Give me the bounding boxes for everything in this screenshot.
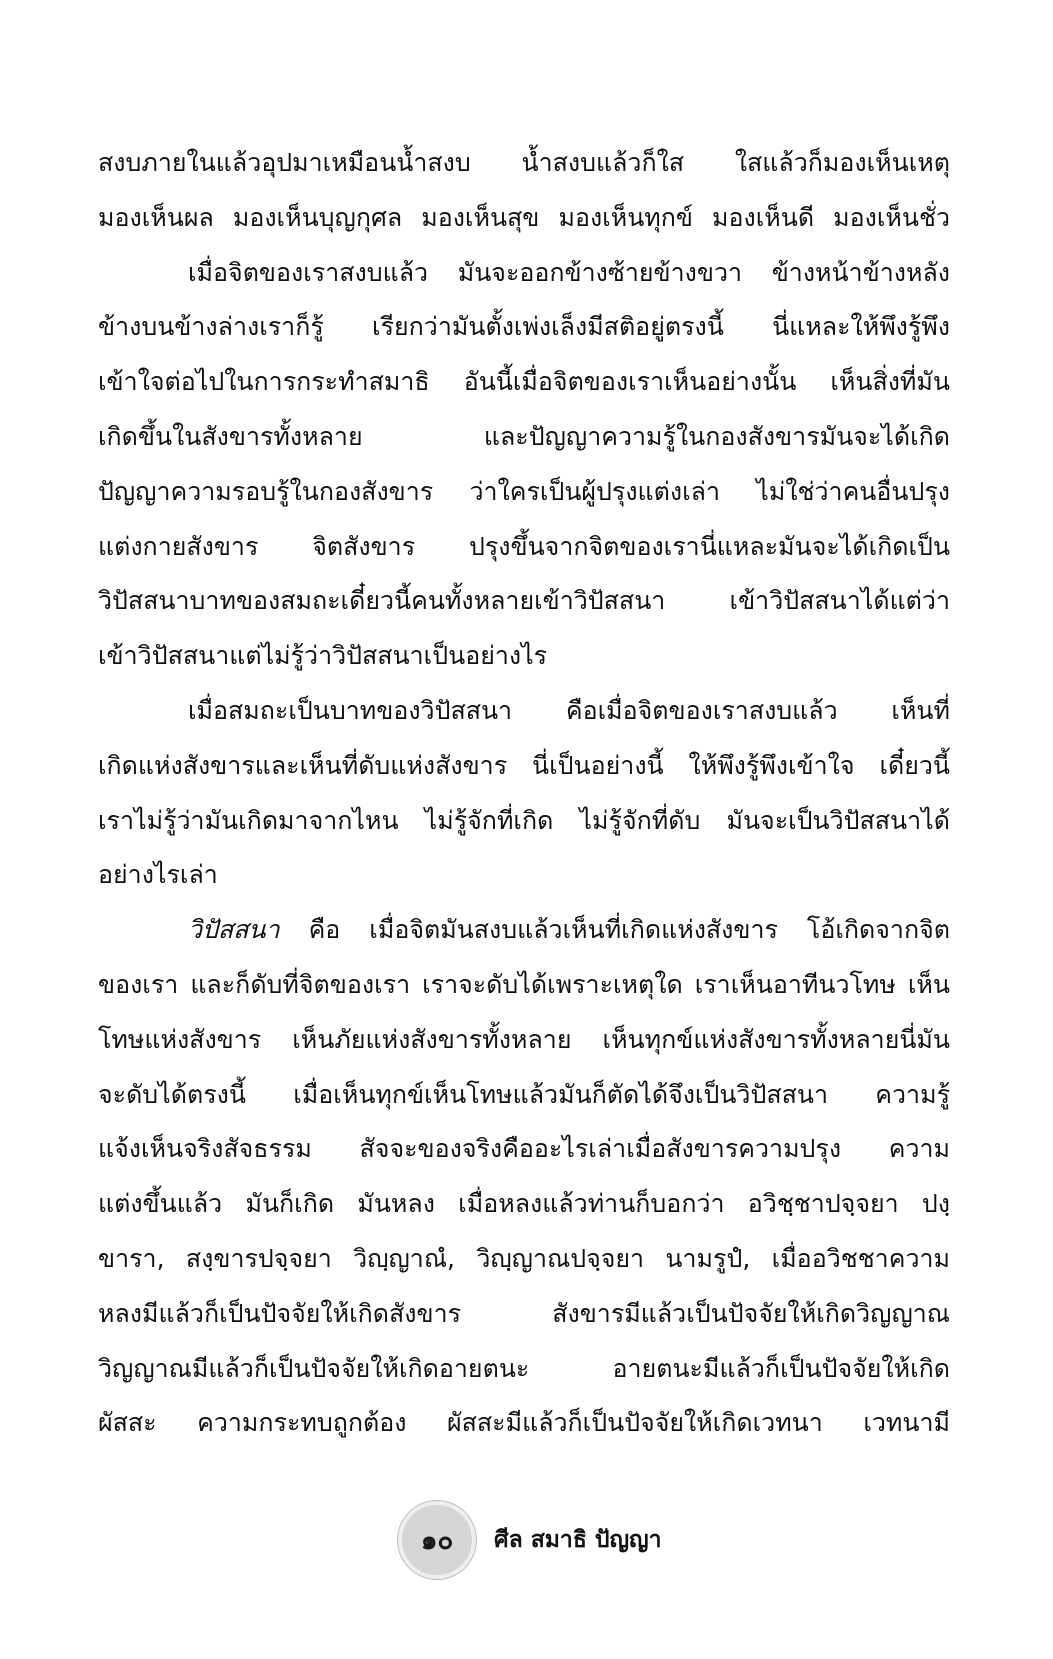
text-line: แจ้งเห็นจริงสัจธรรม สัจจะของจริงคืออะไรเล่าเมื่อสังขารความปรุง ความ — [98, 1134, 950, 1164]
paragraph-end-line: อย่างไรเล่า — [98, 860, 218, 890]
text-line: เกิดแห่งสังขารและเห็นที่ดับแห่งสังขาร นี่เป็นอย่างนี้ ให้พึงรู้พึงเข้าใจ เดี๋ยวนี้ — [98, 750, 950, 780]
text-line: สงบภายในแล้วอุปมาเหมือนน้ำสงบ น้ำสงบแล้วก็ใส ใสแล้วก็มองเห็นเหตุ — [98, 148, 950, 177]
body-text — [98, 136, 950, 1451]
paragraph-end-line: เข้าวิปัสสนาแต่ไม่รู้ว่าวิปัสสนาเป็นอย่างไร — [98, 641, 548, 671]
page-number-badge — [398, 1501, 476, 1579]
text-line: หลงมีแล้วก็เป็นปัจจัยให้เกิดสังขาร สังขารมีแล้วเป็นปัจจัยให้เกิดวิญญาณ — [98, 1298, 950, 1328]
text-line: เกิดขึ้นในสังขารทั้งหลาย และปัญญาความรู้ในกองสังขารมันจะได้เกิด — [98, 421, 950, 451]
text-line: โทษแห่งสังขาร เห็นภัยแห่งสังขารทั้งหลาย เห็นทุกข์แห่งสังขารทั้งหลายนี่มัน — [98, 1024, 950, 1054]
page-footer — [398, 1500, 662, 1580]
text-line: ปัญญาความรอบรู้ในกองสังขาร ว่าใครเป็นผู้ปรุงแต่งเล่า ไม่ใช่ว่าคนอื่นปรุง — [98, 476, 950, 506]
italic-term: วิปัสสนา — [188, 915, 280, 945]
text-line: แต่งขึ้นแล้ว มันก็เกิด มันหลง เมื่อหลงแล้วท่านก็บอกว่า อวิชฺชาปจฺจยา ปงฺ — [98, 1189, 950, 1219]
book-title: ศีล สมาธิ ปัญญา — [494, 1527, 662, 1553]
page-number: ๑๐ — [420, 1525, 454, 1556]
text-line: จะดับได้ตรงนี้ เมื่อเห็นทุกข์เห็นโทษแล้วมันก็ตัดได้จึงเป็นวิปัสสนา ความรู้ — [98, 1079, 950, 1109]
text-line: เข้าใจต่อไปในการกระทำสมาธิ อันนี้เมื่อจิตของเราเห็นอย่างนั้น เห็นสิ่งที่มัน — [98, 367, 950, 397]
text-line: มองเห็นผล มองเห็นบุญกุศล มองเห็นสุข มองเห็นทุกข์ มองเห็นดี มองเห็นชั่ว — [98, 202, 950, 232]
text-line: วิญญาณมีแล้วก็เป็นปัจจัยให้เกิดอายตนะ อายตนะมีแล้วก็เป็นปัจจัยให้เกิด — [98, 1353, 950, 1383]
text-line-continuation: คือ เมื่อจิตมันสงบแล้วเห็นที่เกิดแห่งสังขาร โอ้เกิดจากจิต — [308, 915, 950, 945]
paragraph-start-line: เมื่อจิตของเราสงบแล้ว มันจะออกข้างซ้ายข้างขวา ข้างหน้าข้างหลัง — [188, 257, 950, 287]
paragraph-start-line: เมื่อสมถะเป็นบาทของวิปัสสนา คือเมื่อจิตของเราสงบแล้ว เห็นที่ — [188, 695, 950, 725]
text-line: ข้างบนข้างล่างเราก็รู้ เรียกว่ามันตั้งเพ่งเล็งมีสติอยู่ตรงนี้ นี่แหละให้พึงรู้พึง — [98, 312, 950, 342]
text-line: วิปัสสนาบาทของสมถะเดี๋ยวนี้คนทั้งหลายเข้าวิปัสสนา เข้าวิปัสสนาได้แต่ว่า — [98, 586, 950, 616]
text-line: ขารา, สงฺขารปจฺจยา วิญฺญาณํ, วิญฺญาณปจฺจยา นามรูปํ, เมื่ออวิชชาความ — [98, 1243, 950, 1273]
text-line: แต่งกายสังขาร จิตสังขาร ปรุงขึ้นจากจิตของเรานี่แหละมันจะได้เกิดเป็น — [98, 531, 950, 561]
text-line: เราไม่รู้ว่ามันเกิดมาจากไหน ไม่รู้จักที่เกิด ไม่รู้จักที่ดับ มันจะเป็นวิปัสสนาได้ — [98, 805, 950, 835]
text-line: ของเรา และก็ดับที่จิตของเรา เราจะดับได้เพราะเหตุใด เราเห็นอาทีนวโทษ เห็น — [98, 969, 950, 999]
paragraph-start-line — [98, 903, 950, 958]
text-line: ผัสสะ ความกระทบถูกต้อง ผัสสะมีแล้วก็เป็นปัจจัยให้เกิดเวทนา เวทนามี — [98, 1408, 950, 1438]
